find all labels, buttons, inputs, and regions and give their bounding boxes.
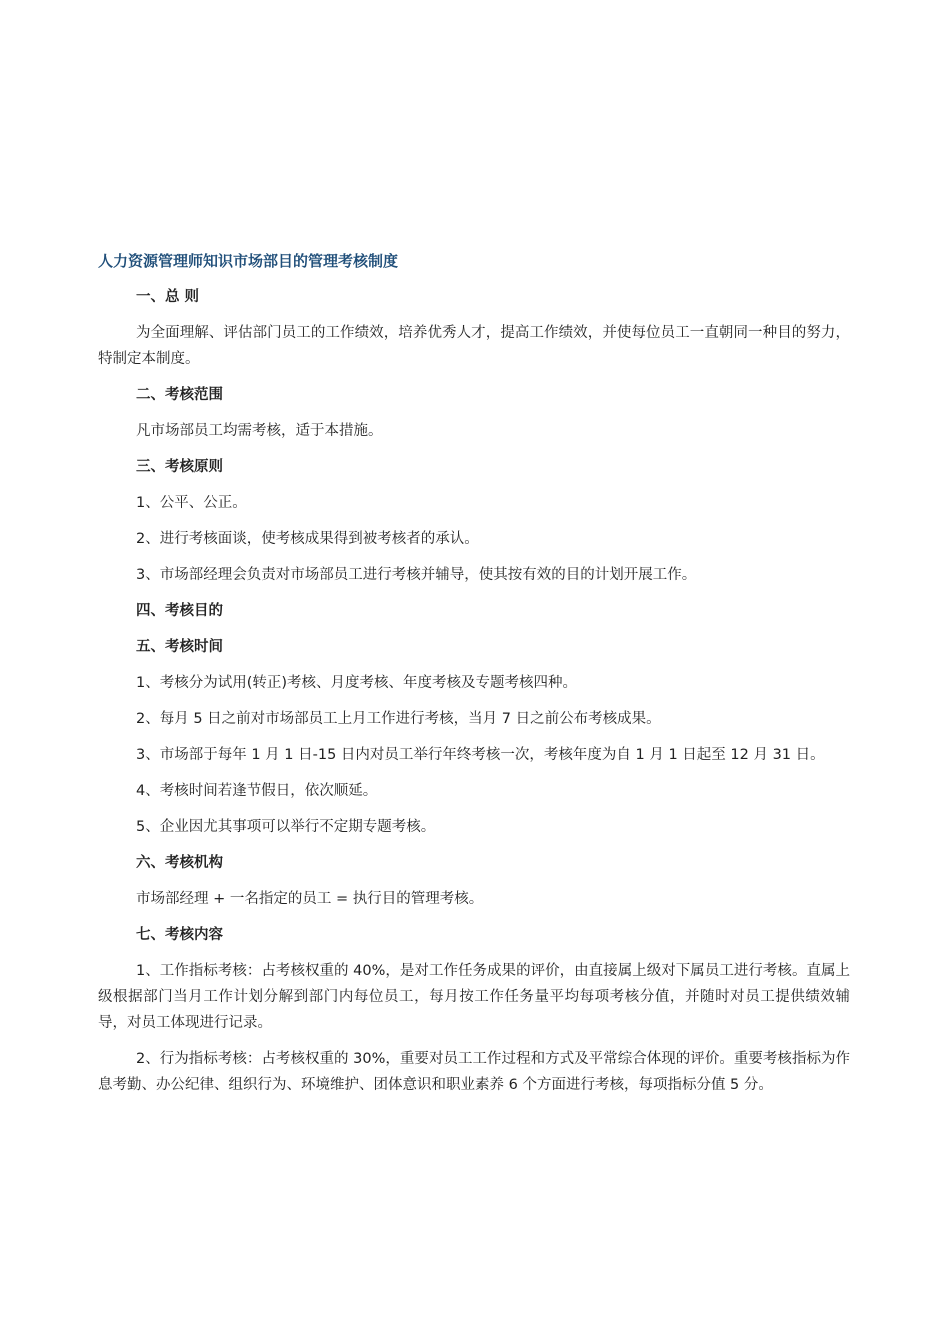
- section-heading-time: 五、考核时间: [136, 639, 223, 655]
- paragraph: 市场部经理 + 一名指定的员工 = 执行目的管理考核。: [136, 891, 484, 907]
- section-heading-organization: 六、考核机构: [136, 855, 223, 871]
- paragraph: 凡市场部员工均需考核，适于本措施。: [136, 423, 383, 439]
- paragraph: 为全面理解、评估部门员工的工作绩效，培养优秀人才，提高工作绩效，并使每位员工一直朝同一种目的努力，特制定本制度。: [98, 325, 850, 367]
- document-title: 人力资源管理师知识市场部目的管理考核制度: [98, 252, 399, 270]
- list-item: 1、公平、公正。: [136, 495, 247, 511]
- list-item: 3、市场部经理会负责对市场部员工进行考核并辅导，使其按有效的目的计划开展工作。: [136, 567, 697, 583]
- list-item: 5、企业因尤其事项可以举行不定期专题考核。: [136, 819, 436, 835]
- list-item: 3、市场部于每年 1 月 1 日-15 日内对员工举行年终考核一次，考核年度为自 1 月 1 日起至 12 月 31 日。: [136, 747, 825, 763]
- list-item: 2、每月 5 日之前对市场部员工上月工作进行考核，当月 7 日之前公布考核成果。: [136, 711, 661, 727]
- section-heading-content: 七、考核内容: [136, 927, 223, 943]
- document-page: [98, 248, 850, 1108]
- section-heading-purpose: 四、考核目的: [136, 603, 223, 619]
- section-heading-general: 一、总 则: [136, 289, 200, 305]
- list-item: 4、考核时间若逢节假日，依次顺延。: [136, 783, 378, 799]
- section-heading-scope: 二、考核范围: [136, 387, 223, 403]
- section-heading-principles: 三、考核原则: [136, 459, 223, 475]
- list-item: 1、考核分为试用(转正)考核、月度考核、年度考核及专题考核四种。: [136, 675, 578, 691]
- list-item: 2、行为指标考核：占考核权重的 30%，重要对员工工作过程和方式及平常综合体现的评价。重要考核指标为作息考勤、办公纪律、组织行为、环境维护、团体意识和职业素养 6 个方面进行考核，每项指标分值 5 分。: [98, 1051, 850, 1093]
- list-item: 1、工作指标考核：占考核权重的 40%，是对工作任务成果的评价，由直接属上级对下属员工进行考核。直属上级根据部门当月工作计划分解到部门内每位员工，每月按工作任务量平均每项考核分值，并随时对员工提供绩效辅导，对员工体现进行记录。: [98, 963, 850, 1031]
- list-item: 2、进行考核面谈，使考核成果得到被考核者的承认。: [136, 531, 479, 547]
